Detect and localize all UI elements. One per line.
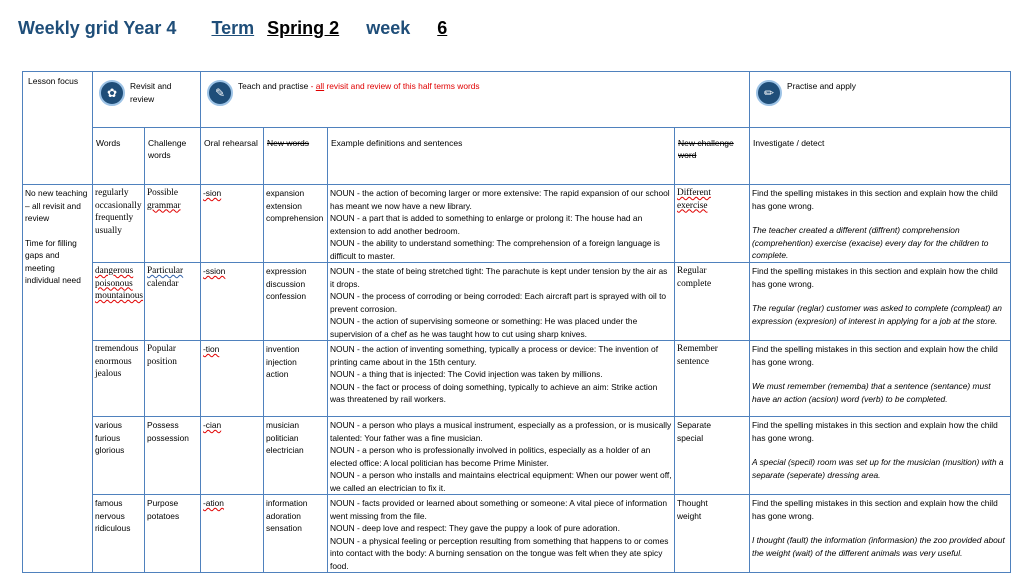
col-oral: Oral rehearsal bbox=[201, 128, 264, 185]
term-value: Spring 2 bbox=[267, 18, 340, 38]
col-investigate: Investigate / detect bbox=[750, 128, 1011, 185]
challenge-cell: Particular calendar bbox=[145, 263, 201, 341]
words-cell: regularly occasionally frequently usually bbox=[93, 185, 145, 263]
col-new-words: New words bbox=[264, 128, 328, 185]
lesson-focus-line1: No new teaching – all revisit and review bbox=[25, 188, 88, 223]
table-row bbox=[23, 185, 1011, 263]
pencil-icon: ✏ bbox=[756, 80, 782, 106]
page-title bbox=[18, 18, 447, 39]
week-label: week bbox=[366, 18, 411, 38]
investigate-cell: Find the spelling mistakes in this section and explain how the child has gone wrong. A special (specil) room was set up for the musician (musition) with a separate (seperate) dressing area. bbox=[750, 417, 1011, 495]
definitions-cell: NOUN - the action of becoming larger or more extensive: The rapid expansion of our school has meant we now have a new library. NOUN - a part that is added to something to enlarge or prolong it: The house had an extension to add another bedroom. NOUN - the ability to understand something: The comprehension of a foreign language is difficult to master. bbox=[328, 185, 675, 263]
header-row-columns bbox=[23, 128, 1011, 185]
oral-cell: -tion bbox=[201, 341, 264, 417]
words-cell: dangerous poisonous mountainous bbox=[93, 263, 145, 341]
definitions-cell: NOUN - the state of being stretched tight: The parachute is kept under tension by the air as it drops. NOUN - the process of corroding or being corroded: Each aircraft part is sprayed with oil to prevent corrosion. NOUN - the action of supervising someone or something: He was placed under the supervision of a chef as he was taught how to cut using sharp knives. bbox=[328, 263, 675, 341]
oral-cell: -ation bbox=[201, 495, 264, 573]
practise-label: Practise and apply bbox=[787, 81, 856, 91]
challenge-cell: Purpose potatoes bbox=[145, 495, 201, 573]
new-challenge-cell: Different exercise bbox=[675, 185, 750, 263]
grid-heading: Weekly grid Year 4 bbox=[18, 18, 177, 38]
table-row bbox=[23, 263, 1011, 341]
challenge-cell: Possess possession bbox=[145, 417, 201, 495]
week-value: 6 bbox=[437, 18, 448, 38]
table-row bbox=[23, 341, 1011, 417]
new-challenge-cell: Remember sentence bbox=[675, 341, 750, 417]
new-words-cell: musician politician electrician bbox=[264, 417, 328, 495]
new-words-cell: invention injection action bbox=[264, 341, 328, 417]
practise-header bbox=[750, 72, 1011, 128]
new-challenge-cell: Regular complete bbox=[675, 263, 750, 341]
table-row bbox=[23, 417, 1011, 495]
new-words-cell: expansion extension comprehension bbox=[264, 185, 328, 263]
weekly-grid-table bbox=[22, 71, 1011, 573]
investigate-cell: Find the spelling mistakes in this section and explain how the child has gone wrong. The teacher created a different (diffrent) comprehension (comprehention) exercise (exacise) every day for the children to complete. bbox=[750, 185, 1011, 263]
definitions-cell: NOUN - facts provided or learned about something or someone: A vital piece of information went missing from the file. NOUN - deep love and respect: They gave the puppy a look of pure adoration. NOUN - a physical feeling or perception resulting from something that happens to or comes into contact with the body: A burning sensation on the tongue was felt when they ate spicy food. bbox=[328, 495, 675, 573]
new-words-cell: information adoration sensation bbox=[264, 495, 328, 573]
teacher-icon: ✎ bbox=[207, 80, 233, 106]
teach-header bbox=[201, 72, 750, 128]
teach-label: Teach and practise - all revisit and review of this half terms words bbox=[238, 81, 480, 91]
words-cell: various furious glorious bbox=[93, 417, 145, 495]
table-row bbox=[23, 495, 1011, 573]
investigate-cell: Find the spelling mistakes in this section and explain how the child has gone wrong. We must remember (rememba) that a sentence (sentance) must have an action (acsion) word (verb) to be completed. bbox=[750, 341, 1011, 417]
definitions-cell: NOUN - a person who plays a musical instrument, especially as a profession, or is musically talented: Your father was a fine musician. NOUN - a person who is professionally involved in politics, especially as a holder of an elected office: A local politician has become Prime Minister. NOUN - a person who installs and maintains electrical equipment: When our power went off, we called an electrician to fix it. bbox=[328, 417, 675, 495]
revisit-header bbox=[93, 72, 201, 128]
oral-cell: -ssion bbox=[201, 263, 264, 341]
col-new-challenge: New challenge word bbox=[675, 128, 750, 185]
brain-icon: ✿ bbox=[99, 80, 125, 106]
new-challenge-cell: Separate special bbox=[675, 417, 750, 495]
words-cell: famous nervous ridiculous bbox=[93, 495, 145, 573]
oral-cell: -cian bbox=[201, 417, 264, 495]
term-label: Term bbox=[211, 18, 255, 38]
words-cell: tremendous enormous jealous bbox=[93, 341, 145, 417]
col-words: Words bbox=[93, 128, 145, 185]
col-challenge: Challenge words bbox=[145, 128, 201, 185]
challenge-cell: Possible grammar bbox=[145, 185, 201, 263]
challenge-cell: Popular position bbox=[145, 341, 201, 417]
lesson-focus-line2: Time for filling gaps and meeting individual need bbox=[25, 237, 81, 285]
lesson-focus-label: Lesson focus bbox=[28, 76, 79, 86]
lesson-focus-cell bbox=[23, 185, 93, 573]
revisit-label: Revisit and review bbox=[130, 81, 172, 104]
definitions-cell: NOUN - the action of inventing something, typically a process or device: The invention of printing came about in the 15th century. NOUN - a thing that is injected: The Covid injection was taken by millions. NOUN - the fact or process of doing something, typically to achieve an aim: Strike action was threatened by rail workers. bbox=[328, 341, 675, 417]
col-example: Example definitions and sentences bbox=[328, 128, 675, 185]
lesson-focus-header bbox=[23, 72, 93, 185]
oral-cell: -sion bbox=[201, 185, 264, 263]
investigate-cell: Find the spelling mistakes in this section and explain how the child has gone wrong. The regular (reglar) customer was asked to complete (compleat) an expression (expresion) of interest in applying for a job at the store. bbox=[750, 263, 1011, 341]
new-challenge-cell: Thought weight bbox=[675, 495, 750, 573]
investigate-cell: Find the spelling mistakes in this section and explain how the child has gone wrong. I thought (fault) the information (informasion) the zoo provided about the weight (wait) of the different animals was very useful. bbox=[750, 495, 1011, 573]
new-words-cell: expression discussion confession bbox=[264, 263, 328, 341]
header-row-top bbox=[23, 72, 1011, 128]
